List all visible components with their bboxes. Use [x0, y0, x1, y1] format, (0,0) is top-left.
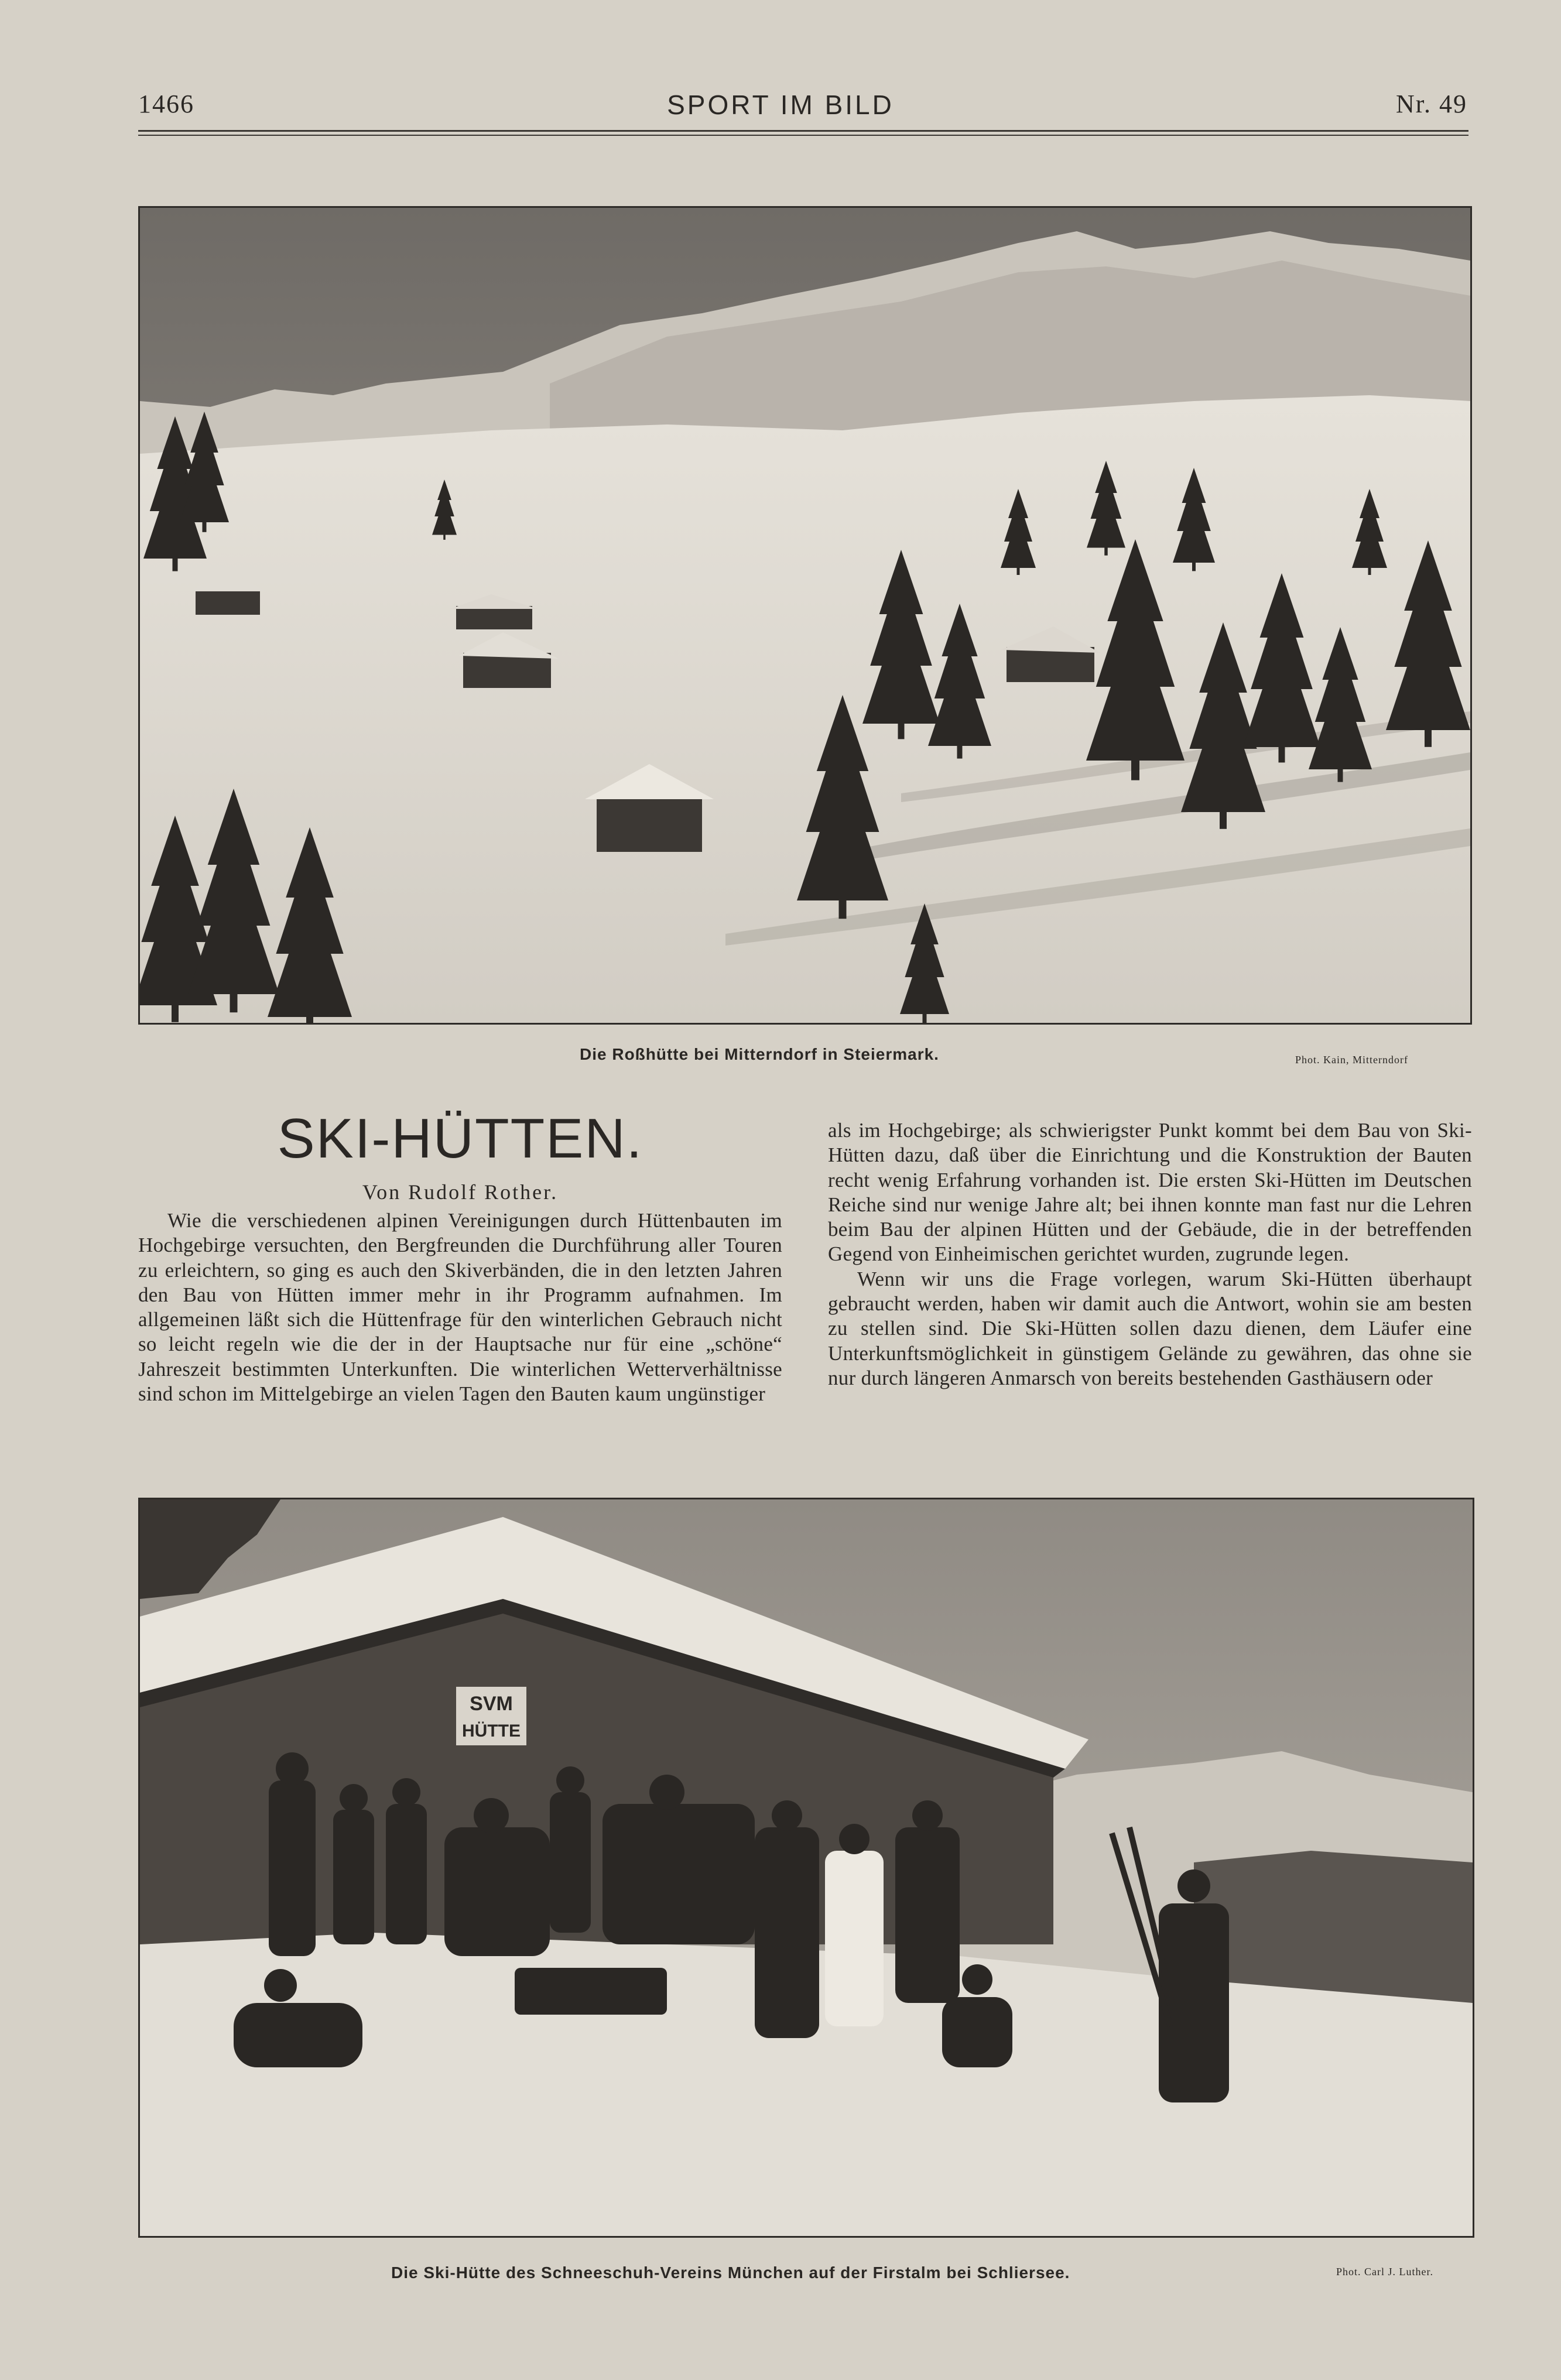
header-rule [138, 130, 1468, 132]
paragraph: als im Hochgebirge; als schwierigster Punkt kommt bei dem Bau von Ski-Hütten dazu, daß über die Einrichtung und die Konstruktion der Bauten recht wenig Erfahrung vorhanden ist. Die ersten Ski-Hütten im Deutschen Reiche sind nur wenige Jahre alt; bei ihnen konnte man fast nur die Lehren beim Bau der alpinen Hütten und der Gebäude, die in der betreffenden Gegend von Einheimischen gerichtet wurden, zugrunde legen. [828, 1119, 1472, 1266]
header-rule-thin [138, 135, 1468, 136]
photo-top-credit: Phot. Kain, Mitterndorf [1295, 1054, 1408, 1066]
page-number: 1466 [138, 90, 194, 118]
hut-sign-line2: HÜTTE [462, 1721, 521, 1741]
issue-number: Nr. 49 [1396, 90, 1467, 118]
magazine-title: SPORT IM BILD [667, 90, 894, 120]
article-column-right [828, 1118, 1472, 1391]
photo-bottom-caption: Die Ski-Hütte des Schneeschuh-Vereins München auf der Firstalm bei Schliersee. [391, 2263, 1070, 2282]
photo-ski-huette [138, 1498, 1474, 2238]
photo-bottom-credit: Phot. Carl J. Luther. [1336, 2266, 1433, 2278]
article-column-left [138, 1208, 782, 1406]
hut-sign-line1: SVM [470, 1693, 513, 1715]
photo-top-caption: Die Roßhütte bei Mitterndorf in Steiermark. [580, 1045, 939, 1063]
article-author: Von Rudolf Rother. [362, 1180, 559, 1204]
ski-hut-group-image [140, 1499, 1473, 2236]
paragraph: Wenn wir uns die Frage vorlegen, warum Ski-Hütten überhaupt gebraucht werden, haben wir damit auch die Antwort, wohin sie am besten zu stellen sind. Die Ski-Hütten sollen dazu dienen, dem Läufer eine Unterkunftsmöglichkeit in günstigem Gelände zu gewähren, das ohne sie nur durch längeren Anmarsch von bereits bestehenden Gasthäusern oder [828, 1267, 1472, 1389]
paragraph: Wie die verschiedenen alpinen Vereinigungen durch Hüttenbauten im Hochgebirge versuchten, den Bergfreunden die Durchführung aller Touren zu erleichtern, so ging es auch den Skiverbänden, die in den letzten Jahren den Bau von Hütten immer mehr in ihr Programm aufnahmen. Im allgemeinen läßt sich die Hüttenfrage für den winterlichen Gebrauch nicht so leicht regeln wie die der in der Hauptsache nur für eine „schöne“ Jahreszeit bestimmten Unterkunften. Die winterlichen Wetterverhältnisse sind schon im Mittelgebirge an vielen Tagen den Bauten kaum ungünstiger [138, 1209, 782, 1406]
snow-landscape-image [140, 208, 1470, 1023]
photo-rosshuette [138, 206, 1472, 1025]
article-title: SKI-HÜTTEN. [277, 1107, 643, 1170]
